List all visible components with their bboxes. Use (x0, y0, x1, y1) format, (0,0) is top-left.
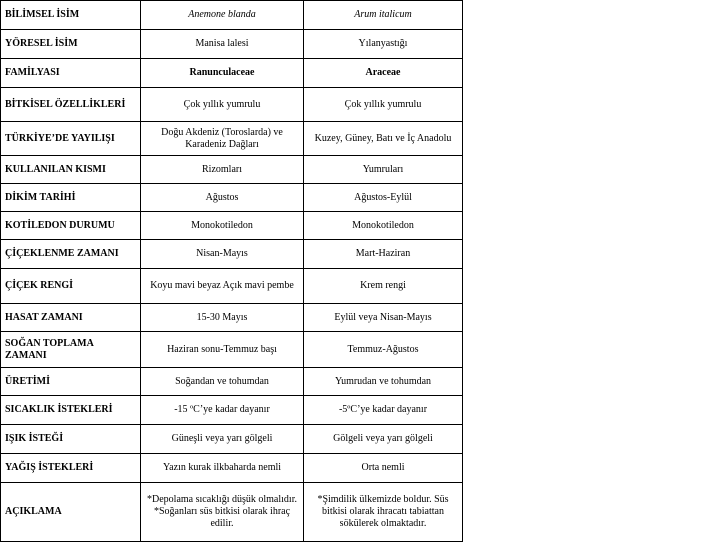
cell-anemone: Doğu Akdeniz (Toroslarda) ve Karadeniz Dağları (141, 122, 304, 156)
cell-arum: Krem rengi (304, 269, 463, 304)
cell-arum: Monokotiledon (304, 212, 463, 240)
row-label: KOTİLEDON DURUMU (1, 212, 141, 240)
cell-anemone: Manisa lalesi (141, 30, 304, 59)
row-label: FAMİLYASI (1, 59, 141, 88)
cell-arum: Araceae (304, 59, 463, 88)
table-row-flowering-time (1, 240, 463, 269)
row-label: ÇİÇEKLENME ZAMANI (1, 240, 141, 269)
table-row-precipitation (1, 454, 463, 483)
cell-arum: *Şimdilik ülkemizde boldur. Süs bitkisi olarak ihracatı tabiattan sökülerek olmaktadır. (304, 483, 463, 542)
table-row-flower-color (1, 269, 463, 304)
row-label: DİKİM TARİHİ (1, 184, 141, 212)
table-row-notes (1, 483, 463, 542)
row-label: YÖRESEL İSİM (1, 30, 141, 59)
table-row-scientific-name (1, 1, 463, 30)
cell-arum: Eylül veya Nisan-Mayıs (304, 304, 463, 332)
cell-arum: Çok yıllık yumrulu (304, 88, 463, 122)
cell-anemone: Çok yıllık yumrulu (141, 88, 304, 122)
cell-arum: Yumruları (304, 156, 463, 184)
cell-anemone: Güneşli veya yarı gölgeli (141, 425, 304, 454)
cell-arum: Kuzey, Güney, Batı ve İç Anadolu (304, 122, 463, 156)
cell-arum: Ağustos-Eylül (304, 184, 463, 212)
cell-anemone: Nisan-Mayıs (141, 240, 304, 269)
row-label: ÇİÇEK RENGİ (1, 269, 141, 304)
table-row-distribution (1, 122, 463, 156)
table-row-used-part (1, 156, 463, 184)
cell-anemone: Yazın kurak ilkbaharda nemli (141, 454, 304, 483)
table-row-family (1, 59, 463, 88)
cell-anemone: Anemone blanda (141, 1, 304, 30)
cell-arum: Orta nemli (304, 454, 463, 483)
cell-arum: -5ºC’ye kadar dayanır (304, 396, 463, 425)
row-label: TÜRKİYE’DE YAYILIŞI (1, 122, 141, 156)
row-label: BİLİMSEL İSİM (1, 1, 141, 30)
cell-arum: Yumrudan ve tohumdan (304, 368, 463, 396)
cell-arum: Temmuz-Ağustos (304, 332, 463, 368)
row-label: SOĞAN TOPLAMA ZAMANI (1, 332, 141, 368)
cell-arum: Gölgeli veya yarı gölgeli (304, 425, 463, 454)
table-row-bulb-collection (1, 332, 463, 368)
table-row-plant-features (1, 88, 463, 122)
row-label: KULLANILAN KISMI (1, 156, 141, 184)
table-row-planting-date (1, 184, 463, 212)
table-row-light (1, 425, 463, 454)
row-label: ÜRETİMİ (1, 368, 141, 396)
cell-anemone: Ranunculaceae (141, 59, 304, 88)
cell-anemone: Monokotiledon (141, 212, 304, 240)
cell-anemone: Ağustos (141, 184, 304, 212)
cell-anemone: *Depolama sıcaklığı düşük olmalıdır. *Soğanları süs bitkisi olarak ihraç edilir. (141, 483, 304, 542)
cell-anemone: Haziran sonu-Temmuz başı (141, 332, 304, 368)
table-row-temperature (1, 396, 463, 425)
row-label: AÇIKLAMA (1, 483, 141, 542)
cell-arum: Yılanyastığı (304, 30, 463, 59)
row-label: YAĞIŞ İSTEKLERİ (1, 454, 141, 483)
row-label: IŞIK İSTEĞİ (1, 425, 141, 454)
cell-arum: Mart-Haziran (304, 240, 463, 269)
cell-anemone: Koyu mavi beyaz Açık mavi pembe (141, 269, 304, 304)
row-label: BİTKİSEL ÖZELLİKLERİ (1, 88, 141, 122)
cell-anemone: -15 ºC’ye kadar dayanır (141, 396, 304, 425)
table-row-local-name (1, 30, 463, 59)
row-label: SICAKLIK İSTEKLERİ (1, 396, 141, 425)
table-row-production (1, 368, 463, 396)
cell-anemone: 15-30 Mayıs (141, 304, 304, 332)
table-row-cotyledon (1, 212, 463, 240)
row-label: HASAT ZAMANI (1, 304, 141, 332)
table-row-harvest-time (1, 304, 463, 332)
cell-arum: Arum italicum (304, 1, 463, 30)
cell-anemone: Rizomları (141, 156, 304, 184)
cell-anemone: Soğandan ve tohumdan (141, 368, 304, 396)
